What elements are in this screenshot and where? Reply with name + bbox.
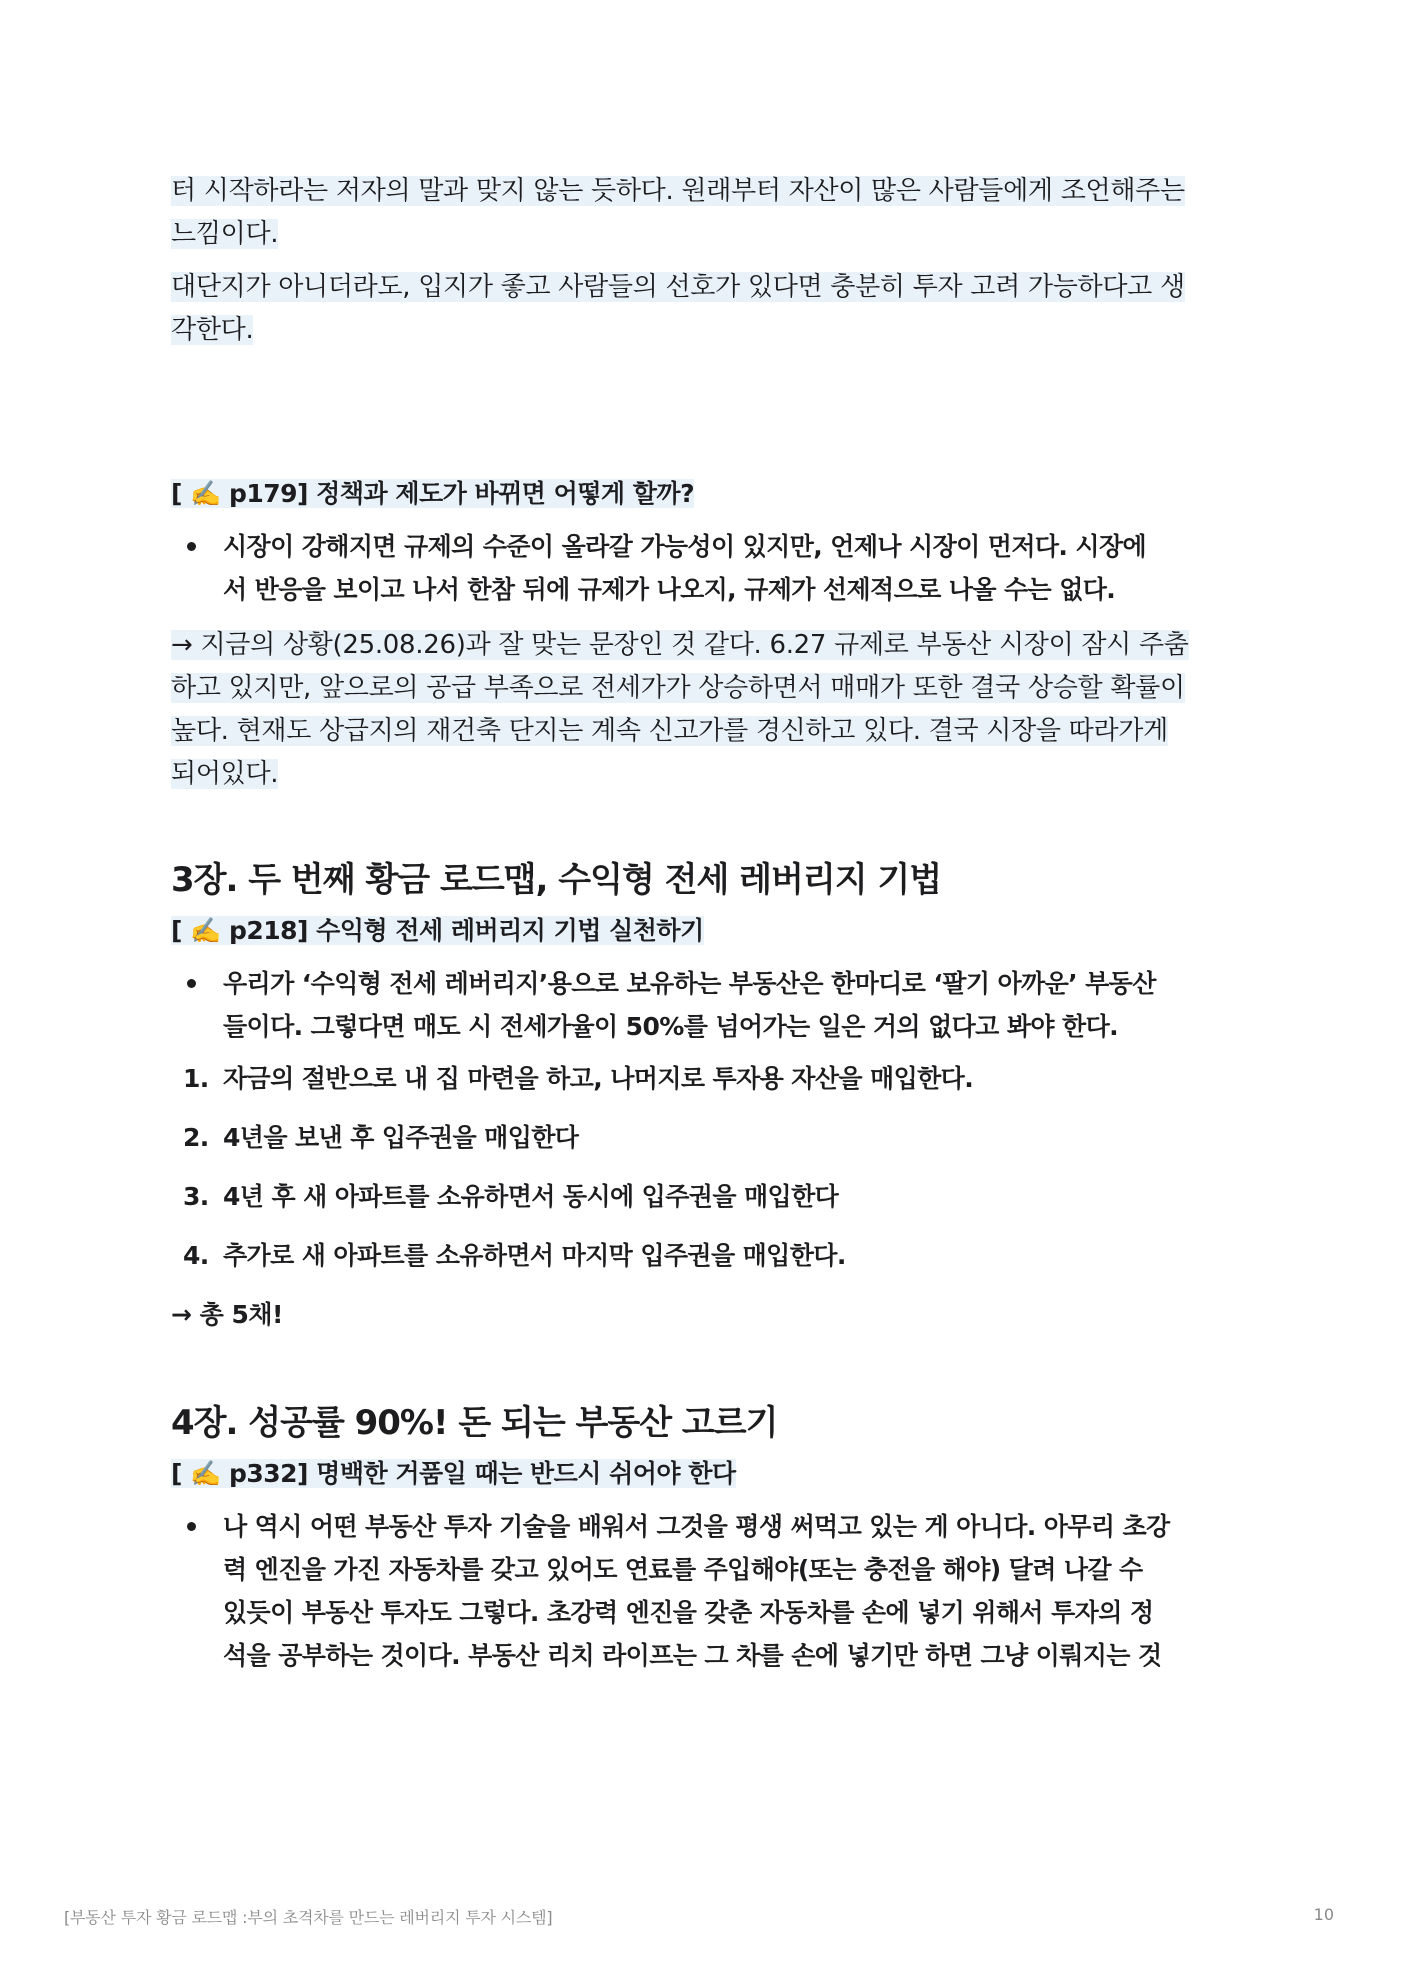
callout-p179: [ ✍️ p179] 정책과 제도가 바뀌면 어떻게 할까? (171, 479, 695, 508)
note-line: 하고 있지만, 앞으로의 공급 부족으로 전세가가 상승하면서 매매가 또한 결국 상승할 확률이 (171, 673, 1185, 703)
bullet-line: 서 반응을 보이고 나서 한참 뒤에 규제가 나오지, 규제가 선제적으로 나올 수는 없다. (223, 575, 1116, 604)
note-line: → 지금의 상황(25.08.26)과 잘 맞는 문장인 것 같다. 6.27 규제로 부동산 시장이 잠시 주춤 (171, 630, 1189, 660)
total-summary: → 총 5채! (171, 1300, 283, 1329)
note-paragraph (171, 624, 1233, 796)
bullet-dot (187, 979, 196, 988)
bullet-line: 들이다. 그렇다면 매도 시 전세가율이 50%를 넘어가는 일은 거의 없다고 봐야 한다. (223, 1012, 1119, 1041)
list-item-text: 4년 후 새 아파트를 소유하면서 동시에 입주권을 매입한다 (223, 1182, 839, 1211)
list-item-number: 3. (183, 1182, 209, 1211)
numbered-list (171, 1058, 1233, 1277)
paragraph-2-line-2: 각한다. (171, 315, 254, 345)
section-p179 (171, 473, 1233, 796)
paragraph-2-line-1: 대단지가 아니더라도, 입지가 좋고 사람들의 선호가 있다면 충분히 투자 고려 가능하다고 생 (171, 272, 1185, 302)
chapter-4-title: 4장. 성공률 90%! 돈 되는 부동산 고르기 (171, 1403, 778, 1443)
callout-p332: [ ✍️ p332] 명백한 거품일 때는 반드시 쉬어야 한다 (171, 1459, 736, 1488)
bullet-line: 석을 공부하는 것이다. 부동산 리치 라이프는 그 차를 손에 넣기만 하면 그냥 이뤄지는 것 (223, 1641, 1162, 1670)
chapter-4 (171, 1399, 1233, 1677)
list-item (171, 1176, 1233, 1218)
list-item-text: 4년을 보낸 후 입주권을 매입한다 (223, 1123, 579, 1152)
bullet-dot (187, 1522, 196, 1531)
footer-page-number: 10 (1313, 1905, 1334, 1924)
paragraph-1-line-2: 느낌이다. (171, 219, 279, 249)
document-body (171, 168, 1233, 1677)
bullet-item (171, 525, 1233, 611)
callout-p218: [ ✍️ p218] 수익형 전세 레버리지 기법 실천하기 (171, 916, 704, 945)
note-line: 되어있다. (171, 759, 279, 789)
bullet-line: 나 역시 어떤 부동산 투자 기술을 배워서 그것을 평생 써먹고 있는 게 아니다. 아무리 초강 (223, 1512, 1170, 1541)
bullet-item (171, 962, 1233, 1048)
list-item (171, 1058, 1233, 1100)
paragraph-1-line-1: 터 시작하라는 저자의 말과 맞지 않는 듯하다. 원래부터 자산이 많은 사람들에게 조언해주는 (171, 176, 1185, 206)
bullet-line: 시장이 강해지면 규제의 수준이 올라갈 가능성이 있지만, 언제나 시장이 먼저다. 시장에 (223, 532, 1147, 561)
chapter-3-title: 3장. 두 번째 황금 로드맵, 수익형 전세 레버리지 기법 (171, 860, 942, 900)
bullet-item (171, 1505, 1233, 1677)
list-item-number: 4. (183, 1241, 209, 1270)
bullet-line: 있듯이 부동산 투자도 그렇다. 초강력 엔진을 갖춘 자동차를 손에 넣기 위해서 투자의 정 (223, 1598, 1154, 1627)
list-item-text: 자금의 절반으로 내 집 마련을 하고, 나머지로 투자용 자산을 매입한다. (223, 1064, 974, 1093)
bullet-dot (187, 542, 196, 551)
list-item-number: 1. (183, 1064, 209, 1093)
bullet-line: 력 엔진을 가진 자동차를 갖고 있어도 연료를 주입해야(또는 충전을 해야) 달려 나갈 수 (223, 1555, 1143, 1584)
paragraph-1 (171, 170, 1233, 256)
footer-book-title: [부동산 투자 황금 로드맵 :부의 초격차를 만드는 레버리지 투자 시스템] (64, 1908, 553, 1927)
paragraph-2 (171, 266, 1233, 352)
list-item (171, 1235, 1233, 1277)
list-item-number: 2. (183, 1123, 209, 1152)
list-item (171, 1117, 1233, 1159)
bullet-line: 우리가 ‘수익형 전세 레버리지’용으로 보유하는 부동산은 한마디로 ‘팔기 아까운’ 부동산 (223, 969, 1156, 998)
note-line: 높다. 현재도 상급지의 재건축 단지는 계속 신고가를 경신하고 있다. 결국 시장을 따라가게 (171, 716, 1168, 746)
list-item-text: 추가로 새 아파트를 소유하면서 마지막 입주권을 매입한다. (223, 1241, 846, 1270)
chapter-3 (171, 856, 1233, 1336)
